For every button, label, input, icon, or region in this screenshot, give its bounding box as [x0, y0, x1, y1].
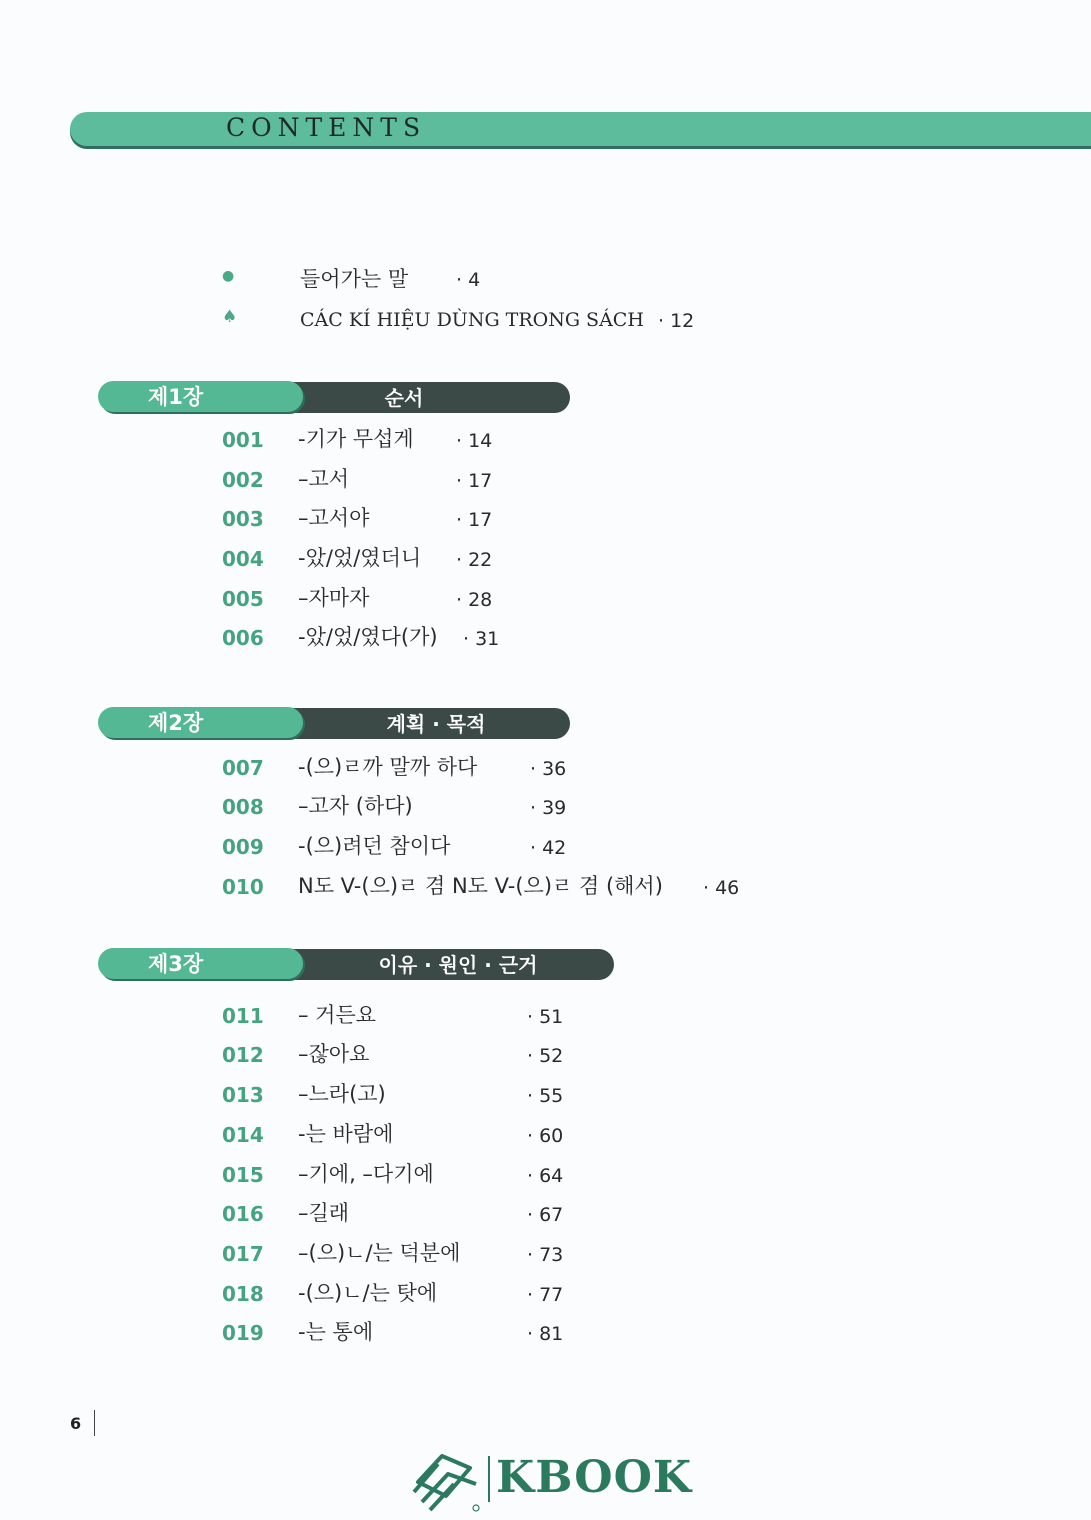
entry-code: 014 — [222, 1123, 264, 1147]
toc-entry[interactable] — [0, 793, 900, 823]
entry-label: –길래 — [298, 1201, 350, 1225]
intro-item-symbols[interactable] — [0, 307, 900, 337]
entry-label: -(으)ㄹ까 말까 하다 — [298, 755, 478, 779]
entry-code: 009 — [222, 835, 264, 859]
toc-entry[interactable] — [0, 1240, 900, 1270]
chapter-name: 계획 · 목적 — [386, 712, 486, 736]
entry-label: –잖아요 — [298, 1042, 370, 1066]
entry-page: · 81 — [527, 1323, 564, 1345]
entry-code: 004 — [222, 547, 264, 571]
chapter-1-header[interactable] — [98, 381, 570, 415]
entry-label: –자마자 — [298, 586, 370, 610]
entry-page: · 17 — [456, 470, 493, 492]
chapter-2-header[interactable] — [98, 707, 570, 741]
entry-label: -기가 무섭게 — [298, 427, 414, 451]
entry-page: · 31 — [463, 628, 500, 650]
toc-entry[interactable] — [0, 1081, 900, 1111]
entry-code: 008 — [222, 795, 264, 819]
intro-item-preface[interactable] — [0, 266, 900, 296]
entry-code: 006 — [222, 626, 264, 650]
contents-title: CONTENTS — [226, 113, 427, 142]
intro-item-page: · 4 — [456, 269, 481, 291]
entry-label: -는 바람에 — [298, 1122, 394, 1146]
entry-page: · 51 — [527, 1006, 564, 1028]
entry-label: –고서야 — [298, 506, 370, 530]
kbook-logo-text: KBOOK — [496, 1452, 693, 1503]
bullet-dot-icon: ● — [222, 268, 235, 284]
entry-label: –느라(고) — [298, 1082, 386, 1106]
entry-code: 003 — [222, 507, 264, 531]
entry-label: N도 V-(으)ㄹ 겸 N도 V-(으)ㄹ 겸 (해서) — [298, 874, 663, 898]
entry-page: · 42 — [530, 837, 567, 859]
entry-page: · 17 — [456, 509, 493, 531]
entry-page: · 64 — [527, 1165, 564, 1187]
entry-page: · 55 — [527, 1085, 564, 1107]
toc-entry[interactable] — [0, 1121, 900, 1151]
toc-entry[interactable] — [0, 1319, 900, 1349]
entry-label: -았/었/였더니 — [298, 546, 422, 570]
entry-label: -(으)려던 참이다 — [298, 834, 451, 858]
logo-divider — [488, 1456, 490, 1502]
toc-entry[interactable] — [0, 466, 900, 496]
entry-label: – 거든요 — [298, 1003, 377, 1027]
entry-code: 007 — [222, 756, 264, 780]
page-number-divider — [94, 1410, 95, 1436]
entry-code: 011 — [222, 1004, 264, 1028]
entry-label: -는 통에 — [298, 1320, 374, 1344]
toc-entry[interactable] — [0, 1280, 900, 1310]
entry-label: –고자 (하다) — [298, 794, 413, 818]
chapter-number: 제2장 — [148, 711, 204, 735]
entry-code: 018 — [222, 1282, 264, 1306]
toc-entry[interactable] — [0, 1161, 900, 1191]
toc-entry[interactable] — [0, 1041, 900, 1071]
toc-entry[interactable] — [0, 426, 900, 456]
entry-code: 005 — [222, 587, 264, 611]
entry-label: -았/었/였다(가) — [298, 625, 438, 649]
entry-page: · 73 — [527, 1244, 564, 1266]
entry-page: · 14 — [456, 430, 493, 452]
entry-page: · 22 — [456, 549, 493, 571]
chapter-name: 순서 — [384, 386, 424, 410]
toc-entry[interactable] — [0, 1002, 900, 1032]
entry-code: 012 — [222, 1043, 264, 1067]
contents-header-bar — [70, 112, 1091, 146]
entry-page: · 52 — [527, 1045, 564, 1067]
toc-entry[interactable] — [0, 754, 900, 784]
entry-page: · 28 — [456, 589, 493, 611]
entry-label: –기에, –다기에 — [298, 1162, 434, 1186]
chapter-number: 제1장 — [148, 385, 204, 409]
toc-entry[interactable] — [0, 873, 900, 903]
entry-page: · 36 — [530, 758, 567, 780]
entry-code: 015 — [222, 1163, 264, 1187]
entry-label: –고서 — [298, 467, 350, 491]
intro-item-label: CÁC KÍ HIỆU DÙNG TRONG SÁCH — [300, 309, 644, 331]
entry-page: · 46 — [703, 877, 740, 899]
entry-code: 001 — [222, 428, 264, 452]
entry-page: · 39 — [530, 797, 567, 819]
entry-code: 019 — [222, 1321, 264, 1345]
chapter-name: 이유 · 원인 · 근거 — [378, 953, 538, 977]
toc-entry[interactable] — [0, 1200, 900, 1230]
kbook-logo-icon — [408, 1442, 488, 1516]
entry-code: 013 — [222, 1083, 264, 1107]
entry-page: · 67 — [527, 1204, 564, 1226]
entry-code: 010 — [222, 875, 264, 899]
toc-entry[interactable] — [0, 585, 900, 615]
chapter-3-header[interactable] — [98, 948, 614, 982]
entry-label: –(으)ㄴ/는 덕분에 — [298, 1241, 461, 1265]
page-number: 6 — [70, 1414, 82, 1433]
toc-entry[interactable] — [0, 624, 900, 654]
entry-code: 017 — [222, 1242, 264, 1266]
entry-label: -(으)ㄴ/는 탓에 — [298, 1281, 438, 1305]
entry-page: · 60 — [527, 1125, 564, 1147]
spade-icon: ♠ — [222, 307, 238, 327]
toc-entry[interactable] — [0, 833, 900, 863]
entry-code: 002 — [222, 468, 264, 492]
intro-item-page: · 12 — [658, 310, 695, 332]
intro-item-label: 들어가는 말 — [300, 267, 409, 291]
entry-page: · 77 — [527, 1284, 564, 1306]
entry-code: 016 — [222, 1202, 264, 1226]
toc-entry[interactable] — [0, 505, 900, 535]
chapter-number: 제3장 — [148, 952, 204, 976]
toc-entry[interactable] — [0, 545, 900, 575]
